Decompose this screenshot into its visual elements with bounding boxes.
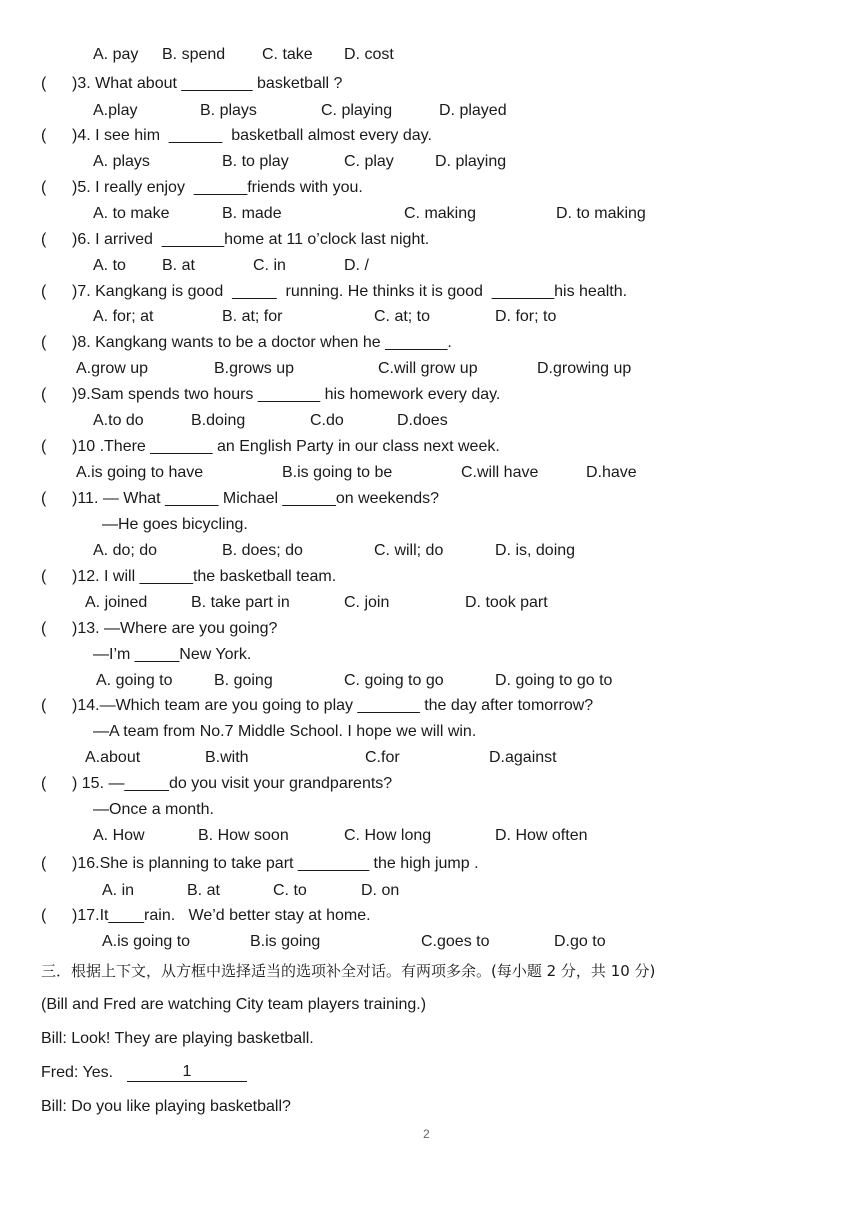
q12-option-d: D. took part <box>465 594 548 611</box>
q14-stem: )14.—Which team are you going to play _______ the day after tomorrow? <box>72 697 594 714</box>
q7-option-b: B. at; for <box>222 308 283 325</box>
q15-stem: ) 15. —_____do you visit your grandparents? <box>72 775 393 792</box>
q11-reply: —He goes bicycling. <box>102 516 248 533</box>
q16-paren: ( <box>41 855 47 872</box>
q4-option-c: C. play <box>344 153 394 170</box>
blank-1: 1 <box>127 1063 247 1082</box>
q11-option-b: B. does; do <box>222 542 303 559</box>
q10-option-b: B.is going to be <box>282 464 393 481</box>
q14-option-c: C.for <box>365 749 400 766</box>
q13-reply: —I’m _____New York. <box>93 646 252 663</box>
q2-option-d: D. cost <box>344 46 394 63</box>
q16-option-b: B. at <box>187 882 220 899</box>
q8-option-c: C.will grow up <box>378 360 478 377</box>
q9-option-b: B.doing <box>191 412 246 429</box>
q9-option-d: D.does <box>397 412 448 429</box>
q12-stem: )12. I will ______the basketball team. <box>72 568 337 585</box>
q6-option-d: D. / <box>344 257 369 274</box>
q8-paren: ( <box>41 334 47 351</box>
q6-paren: ( <box>41 231 47 248</box>
q9-option-a: A.to do <box>93 412 144 429</box>
q10-option-a: A.is going to have <box>76 464 204 481</box>
q3-option-d: D. played <box>439 102 507 119</box>
q2-option-c: C. take <box>262 46 313 63</box>
q5-option-a: A. to make <box>93 205 170 222</box>
q10-option-d: D.have <box>586 464 637 481</box>
q12-option-a: A. joined <box>85 594 148 611</box>
q8-option-d: D.growing up <box>537 360 632 377</box>
q17-option-a: A.is going to <box>102 933 191 950</box>
q5-option-c: C. making <box>404 205 477 222</box>
q14-reply: —A team from No.7 Middle School. I hope we will win. <box>93 723 477 740</box>
q17-option-d: D.go to <box>554 933 606 950</box>
q15-option-a: A. How <box>93 827 145 844</box>
q13-option-c: C. going to go <box>344 672 444 689</box>
q13-paren: ( <box>41 620 47 637</box>
q16-option-d: D. on <box>361 882 400 899</box>
q4-option-d: D. playing <box>435 153 507 170</box>
dialogue-line-2: Fred: Yes. <box>41 1064 114 1081</box>
q3-option-a: A.play <box>93 102 138 119</box>
q3-option-b: B. plays <box>200 102 257 119</box>
q6-option-c: C. in <box>253 257 286 274</box>
q16-stem: )16.She is planning to take part ________ the high jump . <box>72 855 479 872</box>
q7-paren: ( <box>41 283 47 300</box>
q14-option-b: B.with <box>205 749 249 766</box>
q11-paren: ( <box>41 490 47 507</box>
q5-stem: )5. I really enjoy ______friends with you. <box>72 179 363 196</box>
section3-heading: 三．根据上下文，从方框中选择适当的选项补全对话。有两项多余。(每小题 2 分，共 10 分) <box>41 962 656 980</box>
q8-stem: )8. Kangkang wants to be a doctor when he _______. <box>72 334 452 351</box>
q7-option-d: D. for; to <box>495 308 557 325</box>
q13-option-b: B. going <box>214 672 273 689</box>
section3-intro: (Bill and Fred are watching City team players training.) <box>41 996 427 1013</box>
q5-option-d: D. to making <box>556 205 646 222</box>
q2-option-b: B. spend <box>162 46 226 63</box>
q3-paren: ( <box>41 75 47 92</box>
q7-option-a: A. for; at <box>93 308 154 325</box>
q6-option-a: A. to <box>93 257 126 274</box>
q6-stem: )6. I arrived _______home at 11 o’clock last night. <box>72 231 430 248</box>
q12-option-b: B. take part in <box>191 594 290 611</box>
q17-stem: )17.It____rain. We’d better stay at home. <box>72 907 371 924</box>
page-number: 2 <box>423 1127 430 1141</box>
q10-paren: ( <box>41 438 47 455</box>
dialogue-line-1: Bill: Look! They are playing basketball. <box>41 1030 314 1047</box>
q15-option-c: C. How long <box>344 827 432 844</box>
q11-option-d: D. is, doing <box>495 542 576 559</box>
q13-stem: )13. —Where are you going? <box>72 620 278 637</box>
q14-option-a: A.about <box>85 749 141 766</box>
q13-option-d: D. going to go to <box>495 672 613 689</box>
q17-option-b: B.is going <box>250 933 321 950</box>
q4-option-b: B. to play <box>222 153 289 170</box>
q5-option-b: B. made <box>222 205 282 222</box>
q14-paren: ( <box>41 697 47 714</box>
q10-option-c: C.will have <box>461 464 539 481</box>
q15-reply: —Once a month. <box>93 801 214 818</box>
q11-option-a: A. do; do <box>93 542 158 559</box>
q17-paren: ( <box>41 907 47 924</box>
q12-option-c: C. join <box>344 594 390 611</box>
q15-paren: ( <box>41 775 47 792</box>
q7-option-c: C. at; to <box>374 308 431 325</box>
q8-option-a: A.grow up <box>76 360 149 377</box>
q9-stem: )9.Sam spends two hours _______ his homework every day. <box>72 386 501 403</box>
q4-option-a: A. plays <box>93 153 150 170</box>
q11-stem: )11. — What ______ Michael ______on weekends? <box>72 490 440 507</box>
q10-stem: )10 .There _______ an English Party in our class next week. <box>72 438 500 455</box>
q3-stem: )3. What about ________ basketball ? <box>72 75 343 92</box>
q9-option-c: C.do <box>310 412 344 429</box>
q13-option-a: A. going to <box>96 672 173 689</box>
q16-option-a: A. in <box>102 882 135 899</box>
q9-paren: ( <box>41 386 47 403</box>
q14-option-d: D.against <box>489 749 557 766</box>
q4-paren: ( <box>41 127 47 144</box>
q8-option-b: B.grows up <box>214 360 295 377</box>
q7-stem: )7. Kangkang is good _____ running. He thinks it is good _______his health. <box>72 283 628 300</box>
q5-paren: ( <box>41 179 47 196</box>
dialogue-line-3: Bill: Do you like playing basketball? <box>41 1098 291 1115</box>
q6-option-b: B. at <box>162 257 195 274</box>
q4-stem: )4. I see him ______ basketball almost every day. <box>72 127 432 144</box>
q15-option-b: B. How soon <box>198 827 289 844</box>
q3-option-c: C. playing <box>321 102 393 119</box>
q15-option-d: D. How often <box>495 827 588 844</box>
q16-option-c: C. to <box>273 882 307 899</box>
q17-option-c: C.goes to <box>421 933 490 950</box>
q11-option-c: C. will; do <box>374 542 444 559</box>
q12-paren: ( <box>41 568 47 585</box>
q2-option-a: A. pay <box>93 46 139 63</box>
